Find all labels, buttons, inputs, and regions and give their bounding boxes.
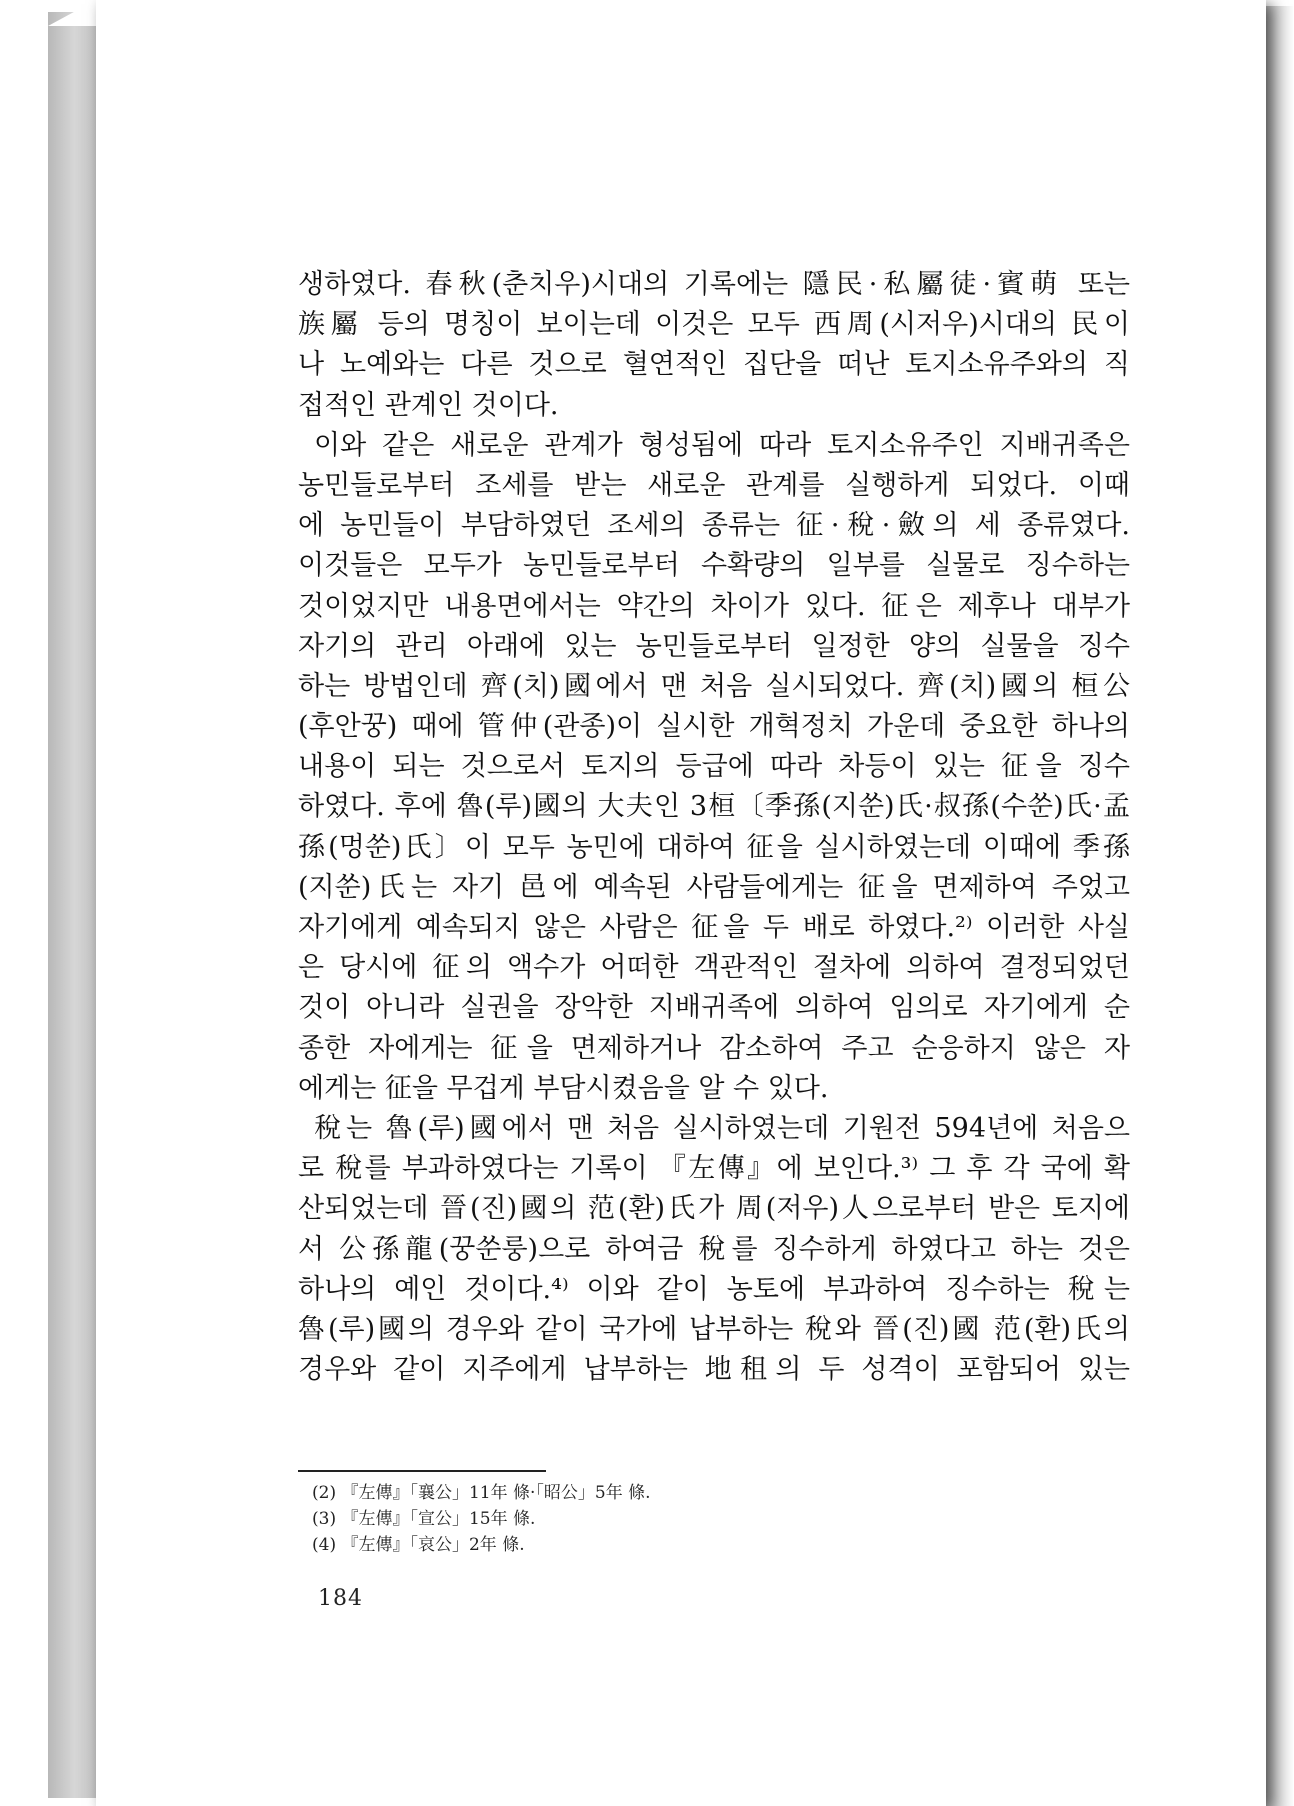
body-line: 내용이 되는 것으로서 토지의 등급에 따라 차등이 있는 征을 징수 (298, 751, 1130, 783)
body-line: 접적인 관계인 것이다. (298, 389, 559, 421)
footnotes (312, 1480, 1012, 1558)
body-line: 하였다. 후에 魯(루)國의 大夫인 3桓〔季孫(지쑨)氏·叔孫(수쑨)氏·孟 (298, 791, 1130, 823)
body-line: 경우와 같이 지주에게 납부하는 地租의 두 성격이 포함되어 있는 (298, 1354, 1130, 1386)
body-line: 서 公孫龍(꿍쑨룽)으로 하여금 稅를 징수하게 하였다고 하는 것은 (298, 1233, 1130, 1265)
body-line: 것이었지만 내용면에서는 약간의 차이가 있다. 征은 제후나 대부가 (298, 590, 1130, 622)
body-line: 孫(멍쑨)氏〕이 모두 농민에 대하여 征을 실시하였는데 이때에 季孫 (298, 831, 1130, 863)
body-line: (지쑨)氏는 자기 邑에 예속된 사람들에게는 征을 면제하여 주었고 (298, 871, 1130, 903)
body-line: 하나의 예인 것이다.⁴⁾ 이와 같이 농토에 부과하여 징수하는 稅는 (298, 1273, 1130, 1305)
page-number: 184 (318, 1586, 363, 1611)
book-page-edge (48, 12, 96, 1798)
body-line: 산되었는데 晉(진)國의 范(환)氏가 周(저우)人으로부터 받은 토지에 (298, 1193, 1130, 1225)
body-line: 이것들은 모두가 농민들로부터 수확량의 일부를 실물로 징수하는 (298, 550, 1130, 582)
body-line: 나 노예와는 다른 것으로 혈연적인 집단을 떠난 토지소유주와의 직 (298, 349, 1130, 381)
footnote: (2) 『左傳』「襄公」11年 條·「昭公」5年 條. (312, 1483, 651, 1503)
body-line: 것이 아니라 실권을 장악한 지배귀족에 의하여 임의로 자기에게 순 (298, 992, 1130, 1024)
body-line: 은 당시에 征의 액수가 어떠한 객관적인 절차에 의하여 결정되었던 (298, 952, 1130, 984)
body-line: 魯(루)國의 경우와 같이 국가에 납부하는 稅와 晉(진)國 范(환)氏의 (298, 1313, 1130, 1345)
body-line: 에게는 征을 무겁게 부담시켰음을 알 수 있다. (298, 1072, 829, 1104)
body-line: 族屬 등의 명칭이 보이는데 이것은 모두 西周(시저우)시대의 民이 (298, 309, 1130, 341)
paragraph-start-line: 稅는 魯(루)國에서 맨 처음 실시하였는데 기원전 594년에 처음으 (314, 1112, 1130, 1144)
body-line: (후안꿍) 때에 管仲(관종)이 실시한 개혁정치 가운데 중요한 하나의 (298, 711, 1130, 743)
footnote-divider (298, 1470, 546, 1472)
body-line: 로 稅를 부과하였다는 기록이 『左傳』에 보인다.³⁾ 그 후 각 국에 확 (298, 1153, 1130, 1185)
body-line: 농민들로부터 조세를 받는 새로운 관계를 실행하게 되었다. 이때 (298, 469, 1130, 501)
body-line: 생하였다. 春秋(춘치우)시대의 기록에는 隱民·私屬徒·賓萌 또는 (298, 269, 1130, 300)
body-line: 자기의 관리 아래에 있는 농민들로부터 일정한 양의 실물을 징수 (298, 630, 1130, 662)
body-line: 종한 자에게는 征을 면제하거나 감소하여 주고 순응하지 않은 자 (298, 1032, 1130, 1064)
footnote: (3) 『左傳』「宣公」15年 條. (312, 1509, 536, 1529)
footnote: (4) 『左傳』「哀公」2年 條. (312, 1535, 525, 1555)
body-line: 자기에게 예속되지 않은 사람은 征을 두 배로 하였다.²⁾ 이러한 사실 (298, 912, 1130, 943)
body-text (298, 265, 1130, 1390)
page-shadow (1266, 6, 1294, 1806)
body-line: 하는 방법인데 齊(치)國에서 맨 처음 실시되었다. 齊(치)國의 桓公 (298, 670, 1130, 702)
body-line: 에 농민들이 부담하였던 조세의 종류는 征·稅·斂의 세 종류였다. (298, 510, 1130, 542)
paragraph-start-line: 이와 같은 새로운 관계가 형성됨에 따라 토지소유주인 지배귀족은 (314, 429, 1130, 461)
